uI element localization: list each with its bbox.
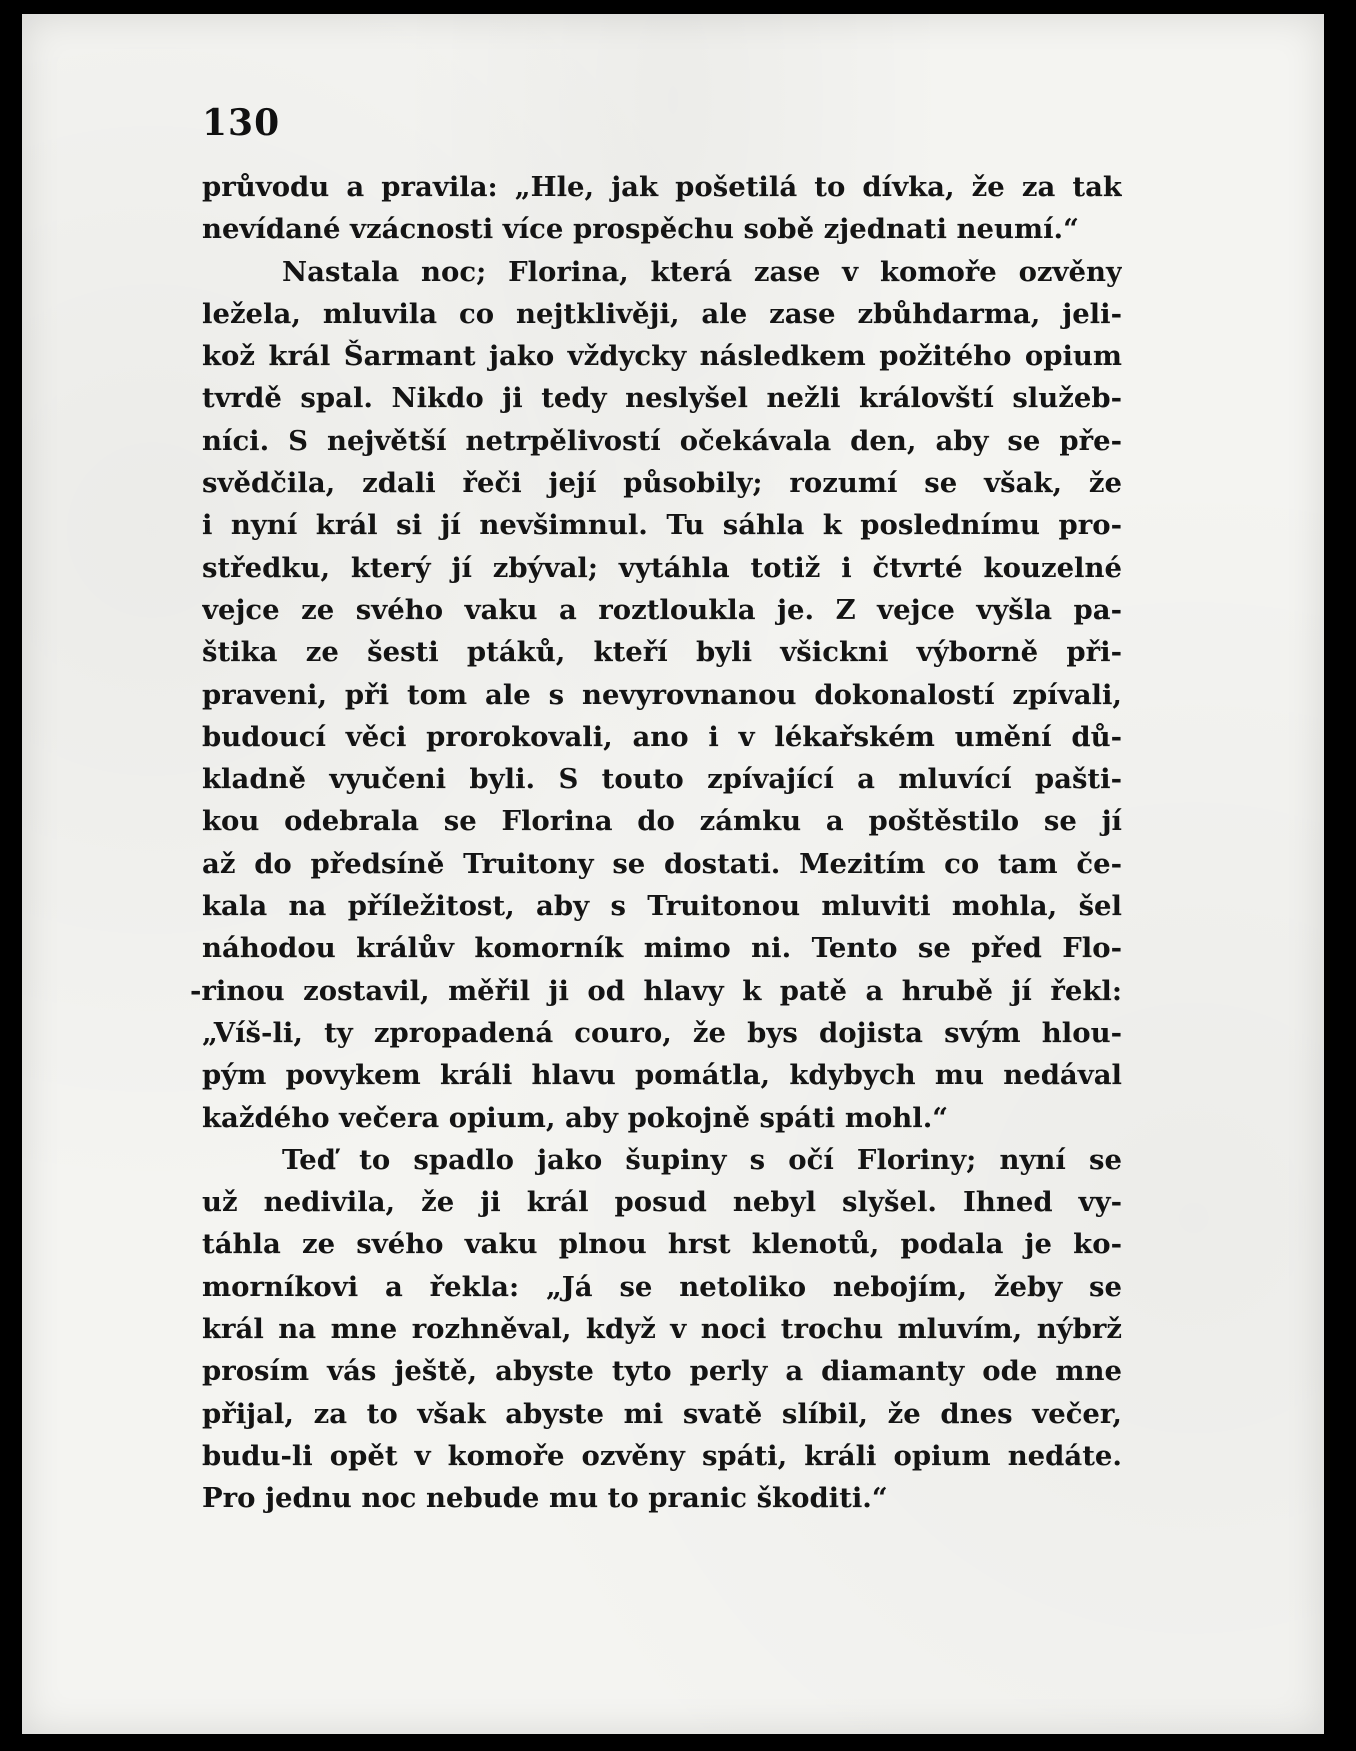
text-line: přijal, za to však abyste mi svatě slíbil, že dnes večer, [202,1397,1122,1430]
text-line: středku, který jí zbýval; vytáhla totiž i čtvrté kouzelné [202,551,1122,584]
text-line: vejce ze svého vaku a roztloukla je. Z vejce vyšla pa- [202,593,1122,626]
text-line: už nedivila, že ji král posud nebyl slyšel. Ihned vy- [202,1186,1122,1219]
text-line: táhla ze svého vaku plnou hrst klenotů, podala je ko- [202,1228,1122,1261]
text-line: morníkovi a řekla: „Já se netoliko nebojím, žeby se [202,1270,1122,1303]
text-line: pým povykem králi hlavu pomátla, kdybych mu nedával [202,1059,1122,1092]
text-line: tvrdě spal. Nikdo ji tedy neslyšel nežli královští služeb- [202,382,1122,415]
text-line: kou odebrala se Florina do zámku a poštěstilo se jí [202,805,1122,838]
text-line: kož král Šarmant jako vždycky následkem požitého opium [202,340,1122,373]
text-line: -rinou zostavil, měřil ji od hlavy k patě a hrubě jí řekl: [190,974,1122,1007]
text-line: budoucí věci prorokovali, ano i v lékařském umění dů- [202,720,1122,753]
book-page [22,14,1324,1734]
text-line: kala na příležitost, aby s Truitonou mluviti mohla, šel [202,890,1122,923]
text-line: náhodou králův komorník mimo ni. Tento se před Flo- [202,932,1122,965]
text-line: každého večera opium, aby pokojně spáti mohl.“ [202,1101,949,1134]
text-line: budu-li opět v komoře ozvěny spáti, králi opium nedáte. [202,1439,1122,1472]
text-line: král na mne rozhněval, když v noci trochu mluvím, nýbrž [202,1313,1122,1346]
text-line: Pro jednu noc nebude mu to pranic škoditi.“ [202,1482,888,1515]
text-line: štika ze šesti ptáků, kteří byli všickni výborně při- [202,636,1122,669]
text-line: až do předsíně Truitony se dostati. Mezitím co tam če- [202,847,1122,880]
text-line: i nyní král si jí nevšimnul. Tu sáhla k poslednímu pro- [202,509,1122,542]
text-line: prosím vás ještě, abyste tyto perly a diamanty ode mne [202,1355,1122,1388]
text-line: ležela, mluvila co nejtklivěji, ale zase zbůhdarma, jeli- [202,297,1122,330]
text-line: Teď to spadlo jako šupiny s očí Floriny; nyní se [282,1143,1122,1176]
text-line: praveni, při tom ale s nevyrovnanou dokonalostí zpívali, [202,678,1122,711]
text-line: „Víš-li, ty zpropadená couro, že bys dojista svým hlou- [202,1016,1122,1049]
text-line: Nastala noc; Florina, která zase v komoře ozvěny [282,255,1122,288]
text-line: kladně vyučeni byli. S touto zpívající a mluvící pašti- [202,763,1122,796]
body-text [190,166,1122,1520]
page-number: 130 [202,102,281,144]
text-line: svědčila, zdali řeči její působily; rozumí se však, že [202,467,1122,500]
text-line: níci. S největší netrpělivostí očekávala den, aby se pře- [202,424,1122,457]
text-line: nevídané vzácnosti více prospěchu sobě zjednati neumí.“ [202,213,1079,246]
text-line: průvodu a pravila: „Hle, jak pošetilá to dívka, že za tak [202,171,1122,203]
